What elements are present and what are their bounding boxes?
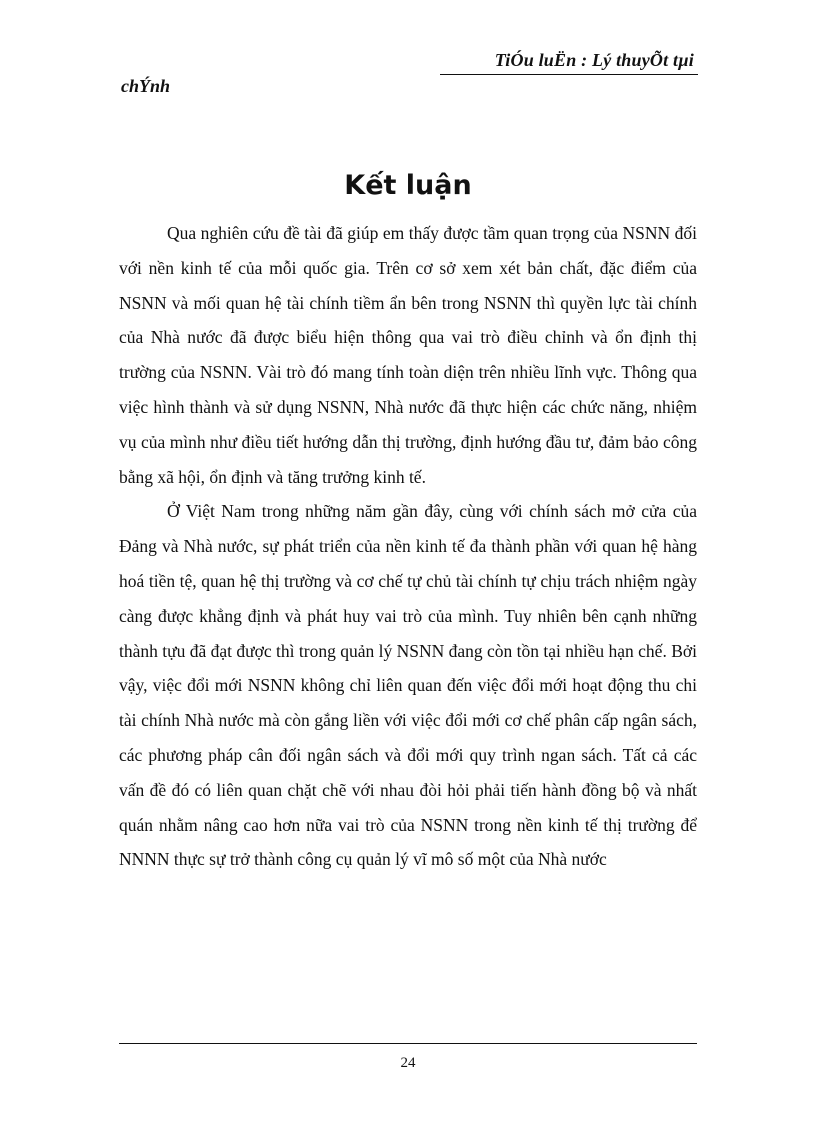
paragraph: Qua nghiên cứu đề tài đã giúp em thấy được tầm quan trọng của NSNN đối với nền kinh tế của mỗi quốc gia. Trên cơ sở xem xét bản chất, đặc điểm của NSNN và mối quan hệ tài chính tiềm ẩn bên trong NSNN thì quyền lực tài chính của Nhà nước đã được biểu hiện thông qua vai trò điều chỉnh và ổn định thị trường của NSNN. Vài trò đó mang tính toàn diện trên nhiều lĩnh vực. Thông qua việc hình thành và sử dụng NSNN, Nhà nước đã thực hiện các chức năng, nhiệm vụ của mình như điều tiết hướng dẫn thị trường, định hướng đầu tư, đảm bảo công bằng xã hội, ổn định và tăng trưởng kinh tế. <box>119 223 697 487</box>
body-text <box>119 216 697 877</box>
header-rule <box>440 74 698 75</box>
running-header-title: TiÓu luËn : Lý thuyÕt tµi <box>494 50 694 70</box>
section-heading: Kết luận <box>344 170 472 201</box>
footer-rule <box>119 1043 697 1044</box>
page-number: 24 <box>400 1055 416 1071</box>
running-header-continuation: chÝnh <box>121 76 171 96</box>
paragraph: Ở Việt Nam trong những năm gần đây, cùng với chính sách mở cửa của Đảng và Nhà nước, sự phát triển của nền kinh tế đa thành phần với quan hệ hàng hoá tiền tệ, quan hệ thị trường và cơ chế tự chủ tài chính tự chịu trách nhiệm ngày càng được khẳng định và phát huy vai trò của mình. Tuy nhiên bên cạnh những thành tựu đã đạt được thì trong quản lý NSNN đang còn tồn tại nhiều hạn chế. Bởi vậy, việc đổi mới NSNN không chỉ liên quan đến việc đổi mới hoạt động thu chi tài chính Nhà nước mà còn gắng liền với việc đổi mới cơ chế phân cấp ngân sách, các phương pháp cân đối ngân sách và đổi mới quy trình ngan sách. Tất cả các vấn đề đó có liên quan chặt chẽ với nhau đòi hỏi phải tiến hành đồng bộ và nhất quán nhằm nâng cao hơn nữa vai trò của NSNN trong nền kinh tế thị trường để NNNN thực sự trở thành công cụ quản lý vĩ mô số một của Nhà nước <box>119 501 697 870</box>
